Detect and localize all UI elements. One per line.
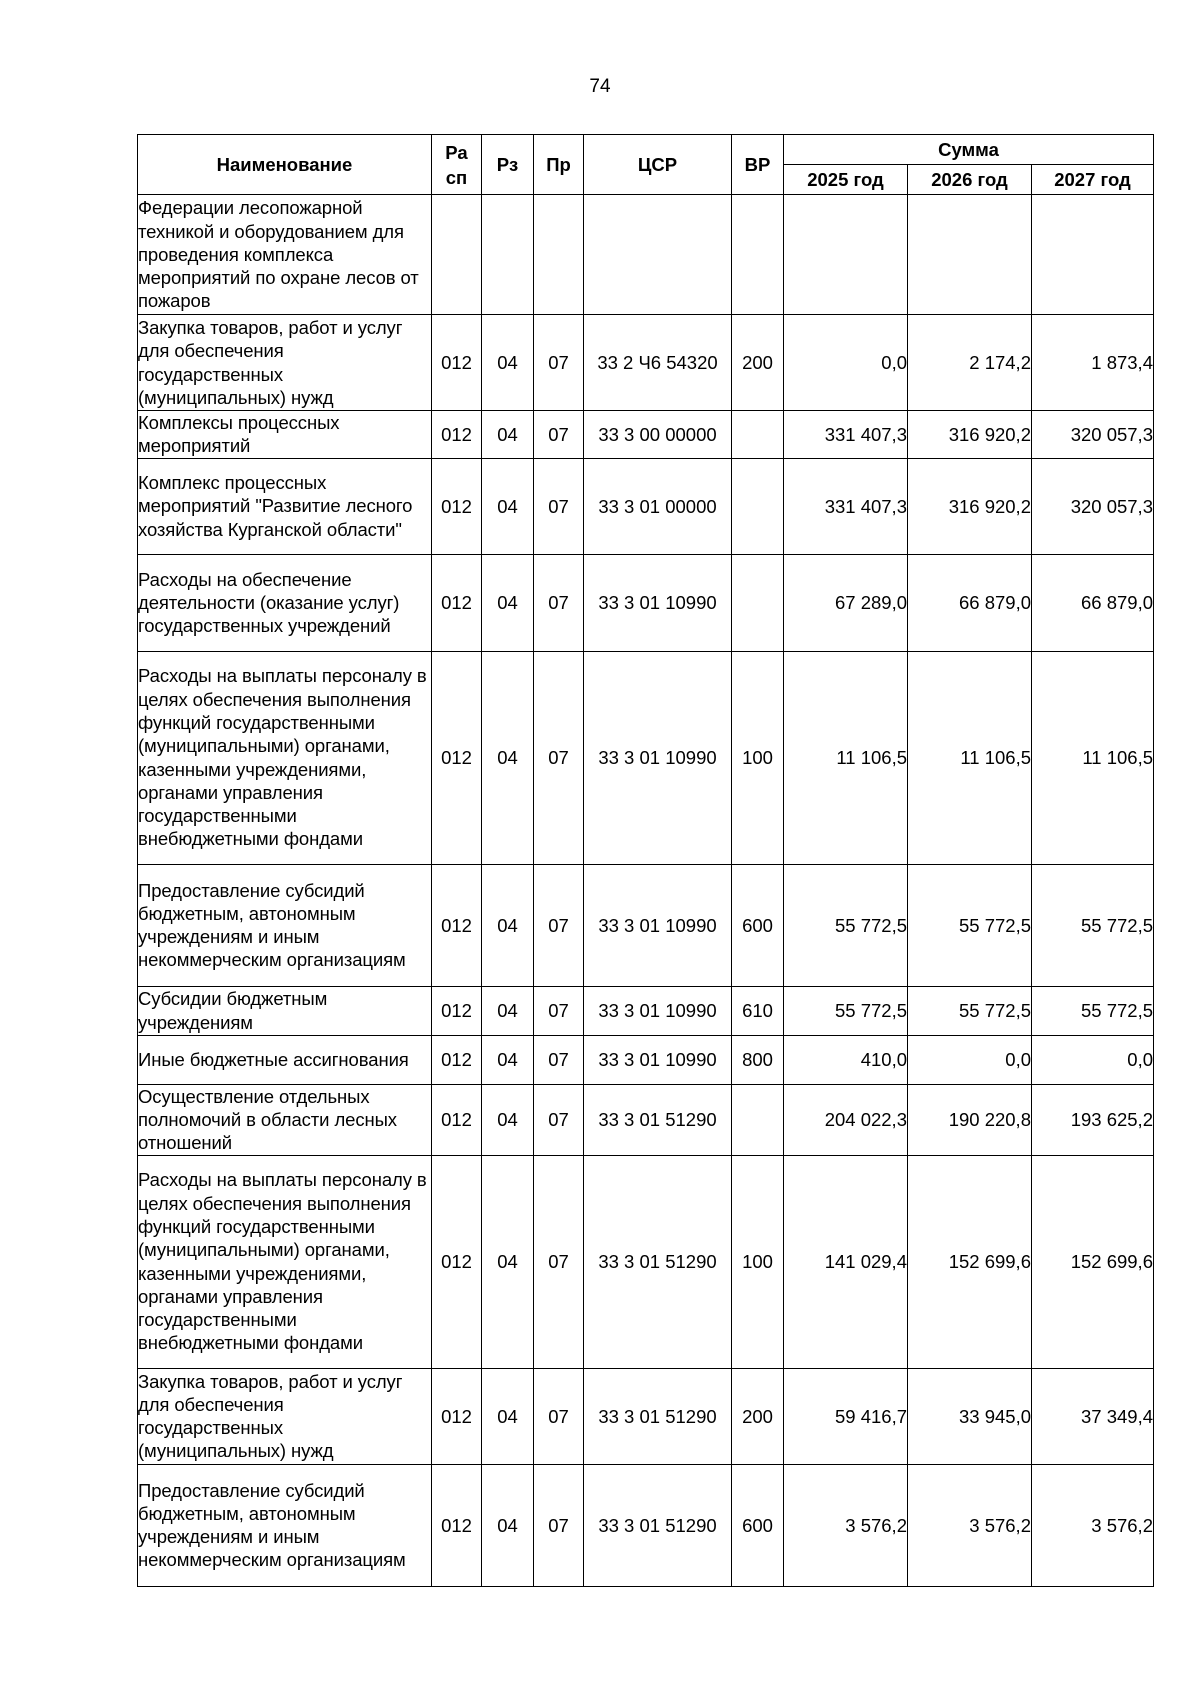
cell-csr: 33 3 01 51290 [584, 1155, 732, 1368]
table-row [138, 458, 1154, 554]
header-year-2025: 2025 год [784, 165, 908, 195]
budget-table [137, 134, 1154, 1587]
cell-csr: 33 3 01 00000 [584, 458, 732, 554]
page-number: 74 [589, 76, 611, 97]
cell-csr: 33 3 01 10990 [584, 651, 732, 864]
header-year-2027: 2027 год [1032, 165, 1154, 195]
cell-2027: 193 625,2 [1032, 1084, 1154, 1155]
cell-2026 [908, 195, 1032, 315]
cell-rasp: 012 [432, 1084, 482, 1155]
cell-rasp: 012 [432, 315, 482, 411]
cell-rz: 04 [482, 1155, 534, 1368]
cell-2027: 152 699,6 [1032, 1155, 1154, 1368]
cell-vr [732, 1084, 784, 1155]
cell-pr: 07 [534, 1155, 584, 1368]
cell-vr: 200 [732, 1368, 784, 1464]
table-row [138, 1464, 1154, 1586]
cell-pr: 07 [534, 986, 584, 1035]
table-row [138, 315, 1154, 411]
cell-rasp: 012 [432, 1464, 482, 1586]
header-vr: ВР [732, 135, 784, 195]
cell-vr: 600 [732, 1464, 784, 1586]
cell-csr: 33 3 01 51290 [584, 1464, 732, 1586]
cell-2026: 33 945,0 [908, 1368, 1032, 1464]
table-row [138, 1368, 1154, 1464]
cell-rz: 04 [482, 315, 534, 411]
cell-2026: 316 920,2 [908, 411, 1032, 459]
cell-csr: 33 3 01 10990 [584, 986, 732, 1035]
cell-name: Федерации лесопожарной техникой и оборудованием для проведения комплекса мероприятий по охране лесов от пожаров [138, 195, 432, 315]
cell-2026: 55 772,5 [908, 986, 1032, 1035]
cell-pr: 07 [534, 315, 584, 411]
cell-csr: 33 3 01 51290 [584, 1084, 732, 1155]
cell-name: Иные бюджетные ассигнования [138, 1035, 432, 1084]
cell-2026: 0,0 [908, 1035, 1032, 1084]
cell-name: Закупка товаров, работ и услуг для обеспечения государственных (муниципальных) нужд [138, 315, 432, 411]
header-csr: ЦСР [584, 135, 732, 195]
cell-2027: 11 106,5 [1032, 651, 1154, 864]
cell-rasp: 012 [432, 554, 482, 651]
cell-rz [482, 195, 534, 315]
cell-pr: 07 [534, 1035, 584, 1084]
table-row [138, 1084, 1154, 1155]
cell-rasp: 012 [432, 864, 482, 986]
cell-rasp: 012 [432, 458, 482, 554]
cell-name: Осуществление отдельных полномочий в области лесных отношений [138, 1084, 432, 1155]
cell-rasp [432, 195, 482, 315]
cell-vr: 100 [732, 651, 784, 864]
cell-csr: 33 2 Ч6 54320 [584, 315, 732, 411]
cell-rasp: 012 [432, 1368, 482, 1464]
cell-2027 [1032, 195, 1154, 315]
cell-name: Расходы на обеспечение деятельности (оказание услуг) государственных учреждений [138, 554, 432, 651]
cell-csr: 33 3 01 10990 [584, 1035, 732, 1084]
cell-pr: 07 [534, 554, 584, 651]
cell-rasp: 012 [432, 411, 482, 459]
cell-pr: 07 [534, 864, 584, 986]
cell-pr: 07 [534, 458, 584, 554]
cell-rz: 04 [482, 1368, 534, 1464]
cell-2026: 3 576,2 [908, 1464, 1032, 1586]
cell-vr [732, 195, 784, 315]
header-sum: Сумма [784, 135, 1154, 165]
cell-rasp: 012 [432, 1155, 482, 1368]
cell-name: Комплексы процессных мероприятий [138, 411, 432, 459]
header-pr: Пр [534, 135, 584, 195]
table-row [138, 1155, 1154, 1368]
header-rz: Рз [482, 135, 534, 195]
cell-2027: 55 772,5 [1032, 864, 1154, 986]
cell-rz: 04 [482, 986, 534, 1035]
cell-name: Закупка товаров, работ и услуг для обеспечения государственных (муниципальных) нужд [138, 1368, 432, 1464]
cell-csr: 33 3 01 10990 [584, 554, 732, 651]
cell-pr: 07 [534, 651, 584, 864]
cell-2026: 190 220,8 [908, 1084, 1032, 1155]
cell-csr [584, 195, 732, 315]
cell-csr: 33 3 01 10990 [584, 864, 732, 986]
cell-2025 [784, 195, 908, 315]
cell-pr: 07 [534, 1368, 584, 1464]
cell-rasp: 012 [432, 1035, 482, 1084]
cell-rz: 04 [482, 554, 534, 651]
cell-rz: 04 [482, 458, 534, 554]
cell-vr [732, 554, 784, 651]
cell-pr [534, 195, 584, 315]
table-row [138, 554, 1154, 651]
cell-vr: 600 [732, 864, 784, 986]
cell-2025: 331 407,3 [784, 458, 908, 554]
cell-rz: 04 [482, 1084, 534, 1155]
header-name: Наименование [138, 135, 432, 195]
cell-2025: 331 407,3 [784, 411, 908, 459]
cell-rz: 04 [482, 864, 534, 986]
cell-2025: 67 289,0 [784, 554, 908, 651]
cell-2025: 0,0 [784, 315, 908, 411]
cell-2027: 3 576,2 [1032, 1464, 1154, 1586]
table-row [138, 1035, 1154, 1084]
cell-2026: 55 772,5 [908, 864, 1032, 986]
cell-2027: 55 772,5 [1032, 986, 1154, 1035]
cell-2026: 152 699,6 [908, 1155, 1032, 1368]
cell-pr: 07 [534, 1464, 584, 1586]
cell-vr: 610 [732, 986, 784, 1035]
cell-2025: 55 772,5 [784, 986, 908, 1035]
cell-rz: 04 [482, 1464, 534, 1586]
cell-2025: 3 576,2 [784, 1464, 908, 1586]
cell-vr [732, 411, 784, 459]
cell-2027: 320 057,3 [1032, 411, 1154, 459]
table-row [138, 986, 1154, 1035]
table-header [138, 135, 1154, 195]
cell-name: Предоставление субсидий бюджетным, автономным учреждениям и иным некоммерческим организациям [138, 1464, 432, 1586]
table-body [138, 195, 1154, 1587]
header-rasp-label: Ра сп [445, 141, 468, 188]
cell-2025: 55 772,5 [784, 864, 908, 986]
cell-2027: 0,0 [1032, 1035, 1154, 1084]
table-row [138, 195, 1154, 315]
cell-name: Предоставление субсидий бюджетным, автономным учреждениям и иным некоммерческим организациям [138, 864, 432, 986]
cell-rz: 04 [482, 411, 534, 459]
cell-2025: 204 022,3 [784, 1084, 908, 1155]
cell-vr [732, 458, 784, 554]
header-rasp [432, 135, 482, 195]
cell-rasp: 012 [432, 986, 482, 1035]
cell-2027: 1 873,4 [1032, 315, 1154, 411]
cell-pr: 07 [534, 1084, 584, 1155]
cell-pr: 07 [534, 411, 584, 459]
cell-rz: 04 [482, 651, 534, 864]
cell-name: Комплекс процессных мероприятий "Развитие лесного хозяйства Курганской области" [138, 458, 432, 554]
header-year-2026: 2026 год [908, 165, 1032, 195]
table-row [138, 651, 1154, 864]
cell-2027: 37 349,4 [1032, 1368, 1154, 1464]
cell-2026: 11 106,5 [908, 651, 1032, 864]
cell-2025: 59 416,7 [784, 1368, 908, 1464]
cell-name: Расходы на выплаты персоналу в целях обеспечения выполнения функций государственными (муниципальными) органами, казенными учреждениями, органами управления государственными внебюджетными фондами [138, 1155, 432, 1368]
table-row [138, 864, 1154, 986]
cell-2026: 66 879,0 [908, 554, 1032, 651]
cell-rz: 04 [482, 1035, 534, 1084]
cell-2027: 66 879,0 [1032, 554, 1154, 651]
cell-vr: 200 [732, 315, 784, 411]
cell-vr: 800 [732, 1035, 784, 1084]
cell-name: Расходы на выплаты персоналу в целях обеспечения выполнения функций государственными (муниципальными) органами, казенными учреждениями, органами управления государственными внебюджетными фондами [138, 651, 432, 864]
cell-2025: 410,0 [784, 1035, 908, 1084]
table-row [138, 411, 1154, 459]
cell-2026: 316 920,2 [908, 458, 1032, 554]
cell-vr: 100 [732, 1155, 784, 1368]
cell-2027: 320 057,3 [1032, 458, 1154, 554]
cell-2025: 11 106,5 [784, 651, 908, 864]
cell-csr: 33 3 00 00000 [584, 411, 732, 459]
cell-2025: 141 029,4 [784, 1155, 908, 1368]
cell-csr: 33 3 01 51290 [584, 1368, 732, 1464]
cell-name: Субсидии бюджетным учреждениям [138, 986, 432, 1035]
cell-rasp: 012 [432, 651, 482, 864]
cell-2026: 2 174,2 [908, 315, 1032, 411]
